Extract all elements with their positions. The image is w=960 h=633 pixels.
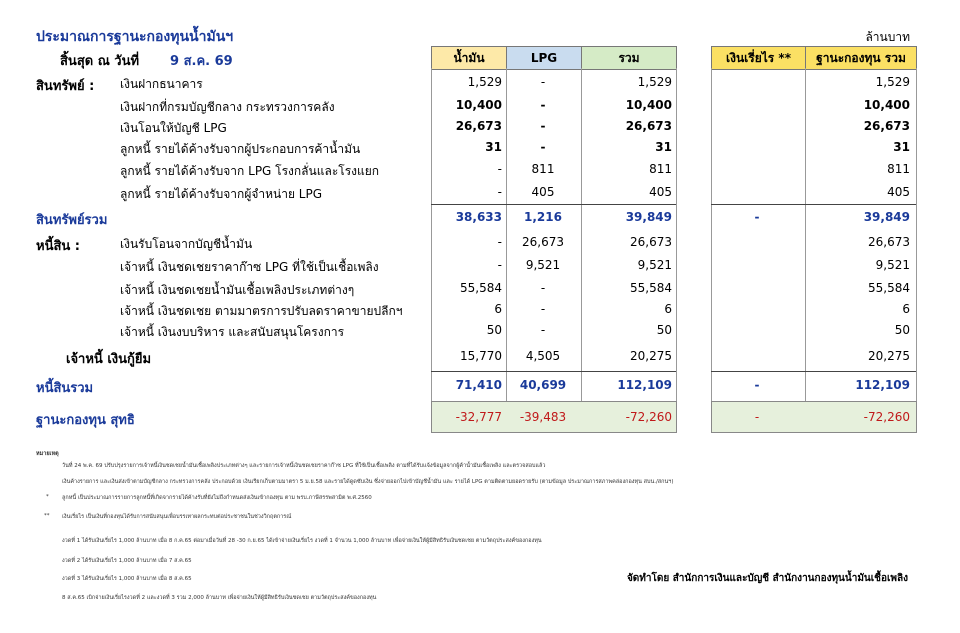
loan-row-label: เจ้าหนี้ เงินกู้ยืม xyxy=(66,352,152,367)
col-header-total: รวม xyxy=(581,46,677,70)
grid-line xyxy=(916,68,917,433)
table-cell: 55,584 xyxy=(630,281,672,295)
table-cell: 20,275 xyxy=(630,349,672,363)
table-cell: 15,770 xyxy=(460,349,502,363)
note-line: ลูกหนี้ เป็นประมาณการรายการลูกหนี้ที่เกิดจากรายได้ค้างรับที่ยังไม่ถึงกำหนดส่งเงินเข้ากองทุน ตาม พรบ.ภาษีสรรพสามิต พ.ศ.2560 xyxy=(62,495,372,501)
table-cell: 10,400 xyxy=(455,98,502,112)
note-line: งวดที่ 2 ได้รับเงินเรี่ยไร 1,000 ล้านบาท เมื่อ 7 ส.ค.65 xyxy=(62,558,192,564)
grid-line xyxy=(676,68,677,433)
grid-line xyxy=(506,68,507,433)
col-header-fund-total: ฐานะกองทุน รวม xyxy=(805,46,917,70)
table-cell: - xyxy=(540,140,546,154)
table-cell: 811 xyxy=(649,162,672,176)
table-cell: 405 xyxy=(649,185,672,199)
table-cell: 1,216 xyxy=(524,210,562,224)
assets-section-label: สินทรัพย์ : xyxy=(36,79,95,94)
table-cell: 26,673 xyxy=(455,119,502,133)
table-cell: - xyxy=(540,98,546,112)
table-cell: 26,673 xyxy=(868,235,910,249)
assets-total-label: สินทรัพย์รวม xyxy=(36,213,108,228)
table-cell: 55,584 xyxy=(868,281,910,295)
table-cell: 31 xyxy=(893,140,910,154)
table-cell: 112,109 xyxy=(855,378,910,392)
table-cell: 26,673 xyxy=(630,235,672,249)
table-cell: 112,109 xyxy=(617,378,672,392)
table-cell: 20,275 xyxy=(868,349,910,363)
table-cell: - xyxy=(540,302,546,316)
net-position-label: ฐานะกองทุน สุทธิ xyxy=(36,413,135,428)
table-cell: 71,410 xyxy=(455,378,502,392)
table-cell: - xyxy=(754,210,760,224)
table-cell: 6 xyxy=(494,302,502,316)
table-cell: 39,849 xyxy=(625,210,672,224)
table-row-label: เงินโอนให้บัญชี LPG xyxy=(120,121,227,135)
table-cell: - xyxy=(540,119,546,133)
note-line: เงินค้างรายการ และเงินส่งเข้าตามบัญชีกลาง กระทรวงการคลัง ประกอบด้วย เงินเรียกเก็บตามมาตรา 5 ม.ย.58 และรายได้ดูดซับเงิน ซึ่งจ่ายออกไปเข้าบัญชีน้ำมัน และ รายได้ LPG ตามติดตามยอดรายรับ (ตามข้อมูล ประมาณการสภาพคล่องกองทุน สบน./สกนฯ) xyxy=(62,479,674,485)
table-cell: 50 xyxy=(894,323,910,337)
col-header-lpg: LPG xyxy=(506,46,582,70)
table-row-label: เจ้าหนี้ เงินชดเชยน้ำมันเชื้อเพลิงประเภทต่างๆ xyxy=(120,283,355,297)
note-line: เงินเรี่ยไร เป็นเงินที่กองทุนได้รับการสนับสนุนเพื่อบรรเทาผลกระทบต่อประชาชนในช่วงวิกฤตการณ์ xyxy=(62,514,292,520)
table-cell: 1,529 xyxy=(875,75,910,89)
col-header-oil: น้ำมัน xyxy=(431,46,507,70)
rule xyxy=(431,204,676,205)
liabilities-total-label: หนี้สินรวม xyxy=(36,381,94,396)
table-cell: -72,260 xyxy=(863,410,910,424)
page-title: ประมาณการฐานะกองทุนน้ำมันฯ xyxy=(36,29,234,45)
table-cell: 38,633 xyxy=(455,210,502,224)
table-row-label: ลูกหนี้ รายได้ค้างรับจากผู้จำหน่าย LPG xyxy=(120,187,323,201)
table-cell: -39,483 xyxy=(519,410,567,424)
table-cell: 1,529 xyxy=(637,75,672,89)
table-row-label: เงินรับโอนจากบัญชีน้ำมัน xyxy=(120,237,253,251)
table-cell: - xyxy=(540,281,546,295)
table-cell: 26,673 xyxy=(863,119,910,133)
table-cell: 39,849 xyxy=(863,210,910,224)
table-cell: 31 xyxy=(485,140,502,154)
grid-line xyxy=(711,68,712,433)
table-cell: 405 xyxy=(887,185,910,199)
table-row-label: ลูกหนี้ รายได้ค้างรับจาก LPG โรงกลั่นและโรงแยก xyxy=(120,164,380,178)
table-cell: 26,673 xyxy=(625,119,672,133)
table-cell: 4,505 xyxy=(525,349,561,363)
note-mark: ** xyxy=(44,513,50,519)
table-cell: - xyxy=(540,323,546,337)
table-cell: - xyxy=(497,185,502,199)
rule xyxy=(711,371,916,372)
table-cell: - xyxy=(497,235,502,249)
table-cell: 31 xyxy=(655,140,672,154)
table-row-label: เจ้าหนี้ เงินชดเชย ตามมาตรการปรับลดราคาขายปลีกฯ xyxy=(120,304,403,318)
grid-line xyxy=(805,68,806,433)
table-cell: 50 xyxy=(656,323,672,337)
table-cell: - xyxy=(497,162,502,176)
table-row-label: เงินฝากธนาคาร xyxy=(120,77,203,91)
as-of-date: 9 ส.ค. 69 xyxy=(170,54,233,69)
table-row-label: เงินฝากที่กรมบัญชีกลาง กระทรวงการคลัง xyxy=(120,100,335,114)
table-cell: 6 xyxy=(902,302,910,316)
table-cell: 9,521 xyxy=(875,258,910,272)
as-of-label: สิ้นสุด ณ วันที่ xyxy=(60,54,140,69)
rule xyxy=(431,371,676,372)
notes-header: หมายเหตุ xyxy=(36,451,59,457)
table-cell: 10,400 xyxy=(625,98,672,112)
note-line: งวดที่ 3 ได้รับเงินเรี่ยไร 1,000 ล้านบาท เมื่อ 8 ส.ค.65 xyxy=(62,576,192,582)
table-cell: 50 xyxy=(486,323,502,337)
table-cell: - xyxy=(754,410,760,424)
liabilities-section-label: หนี้สิน : xyxy=(36,239,81,254)
table-cell: 9,521 xyxy=(637,258,672,272)
col-header-donation: เงินเรี่ยไร ** xyxy=(711,46,806,70)
unit-label: ล้านบาท xyxy=(865,30,910,44)
table-cell: - xyxy=(754,378,760,392)
table-cell: 405 xyxy=(531,185,555,199)
note-line: งวดที่ 1 ได้รับเงินเรี่ยไร 1,000 ล้านบาท เมื่อ 8 ก.ค.65 ต่อมาเมื่อวันที่ 28 -30 ก.ย.65 ได้เข้าจ่ายเงินเรี่ยไร งวดที่ 1 จำนวน 1,000 ล้านบาท เพื่อจ่ายเงินให้ผู้มีสิทธิรับเงินชดเชย ตามวัตถุประสงค์ของกองทุน xyxy=(62,538,542,544)
table-row-label: เจ้าหนี้ เงินงบบริหาร และสนับสนุนโครงการ xyxy=(120,325,345,339)
table-cell: 811 xyxy=(887,162,910,176)
table-cell: -32,777 xyxy=(455,410,502,424)
table-cell: 26,673 xyxy=(522,235,564,249)
table-cell: -72,260 xyxy=(625,410,672,424)
table-cell: - xyxy=(497,258,502,272)
table-cell: 811 xyxy=(531,162,555,176)
rule xyxy=(711,204,916,205)
note-line: วันที่ 24 พ.ค. 69 ปรับปรุงรายการเจ้าหนี้เงินชดเชยน้ำมันเชื้อเพลิงประเภทต่างๆ และรายการเจ้าหนี้เงินชดเชยราคาก๊าซ LPG ที่ใช้เป็นเชื้อเพลิง ตามที่ได้รับแจ้งข้อมูลจากผู้ค้าน้ำมันเชื้อเพลิง และตรวจสอบแล้ว xyxy=(62,463,546,469)
prepared-by-credit: จัดทำโดย สำนักการเงินและบัญชี สำนักงานกองทุนน้ำมันเชื้อเพลิง xyxy=(626,573,908,584)
table-row-label: ลูกหนี้ รายได้ค้างรับจากผู้ประกอบการค้าน้ำมัน xyxy=(120,142,361,156)
table-cell: 9,521 xyxy=(525,258,561,272)
table-cell: 40,699 xyxy=(519,378,567,392)
table-row-label: เจ้าหนี้ เงินชดเชยราคาก๊าซ LPG ที่ใช้เป็นเชื้อเพลิง xyxy=(120,260,379,274)
table-cell: 10,400 xyxy=(863,98,910,112)
table-cell: 55,584 xyxy=(460,281,502,295)
table-cell: - xyxy=(540,75,546,89)
table-cell: 1,529 xyxy=(467,75,502,89)
note-mark: * xyxy=(46,494,49,500)
table-cell: 6 xyxy=(664,302,672,316)
note-line: 8 ส.ค.65 เบิกจ่ายเงินเรี่ยไรงวดที่ 2 และงวดที่ 3 รวม 2,000 ล้านบาท เพื่อจ่ายเงินให้ผู้มีสิทธิรับเงินชดเชย ตามวัตถุประสงค์ของกองทุน xyxy=(62,595,377,601)
